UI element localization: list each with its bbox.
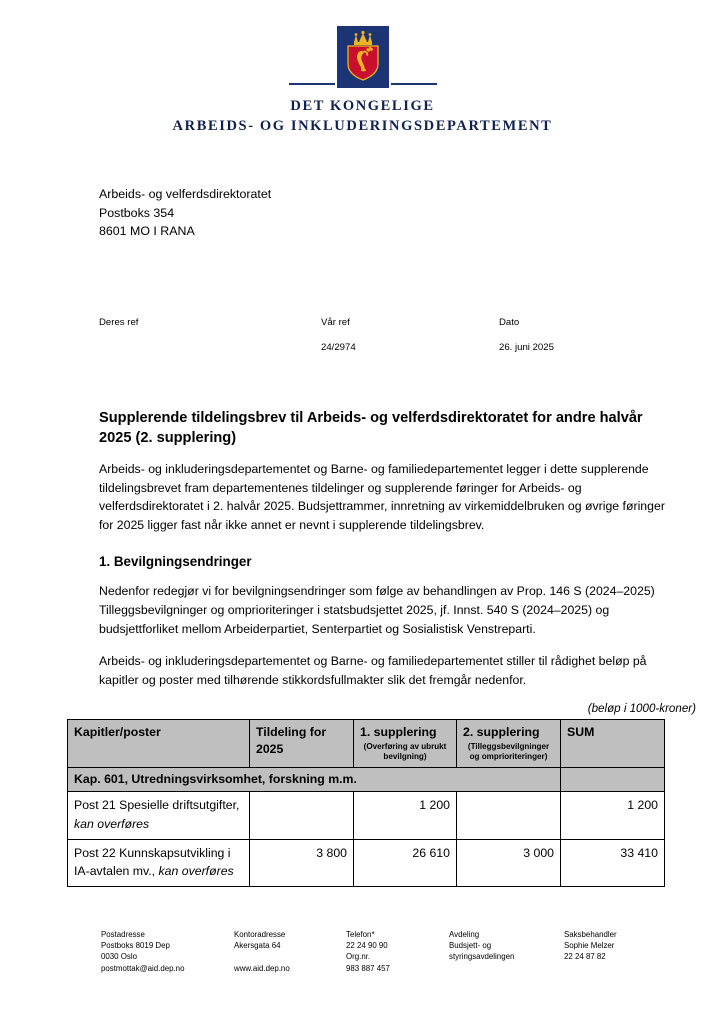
letterhead-line-1: DET KONGELIGE — [290, 98, 435, 114]
footer-avdeling-line-2: styringsavdelingen — [449, 952, 515, 962]
recipient-line-2: Postboks 354 — [99, 205, 175, 220]
deres-ref-label: Deres ref — [99, 317, 139, 328]
column-header-supplering-1 — [354, 720, 457, 768]
letterhead-line-2: ARBEIDS- OG INKLUDERINGSDEPARTEMENT — [172, 118, 553, 134]
row-label-post-22 — [68, 839, 250, 886]
column-header-sum — [561, 720, 665, 768]
dato-value: 26. juni 2025 — [499, 342, 554, 353]
footer-saksbehandler-heading: Saksbehandler — [564, 930, 617, 939]
footer-kontoradresse-heading: Kontoradresse — [234, 930, 286, 939]
row-label-post-21 — [68, 792, 250, 839]
document-body — [74, 409, 696, 887]
column-header-supplering-1-label: 1. supplering — [360, 725, 437, 740]
column-header-kapitler-poster-label: Kapitler/poster — [74, 725, 161, 740]
letterhead — [0, 0, 725, 135]
footer-telefon-number: 22 24 90 90 — [346, 941, 388, 951]
cell-supplering-1-post-21: 1 200 — [354, 792, 457, 839]
footer-column-telefon — [346, 929, 390, 974]
column-header-supplering-2-sublabel: (Tilleggsbevilgninger og omprioriteringer) — [467, 741, 550, 761]
footer-avdeling-line-1: Budsjett- og — [449, 941, 492, 951]
footer-kontoradresse-line-1: Akersgata 64 — [234, 941, 281, 951]
footer-column-postadresse — [101, 929, 184, 974]
cell-tildeling-post-22: 3 800 — [250, 839, 354, 886]
section-1-heading: 1. Bevilgningsendringer — [99, 554, 252, 570]
footer-column-avdeling — [449, 929, 514, 963]
footer-postadresse-heading: Postadresse — [101, 930, 145, 939]
footer-kontoradresse-spacer — [234, 951, 290, 962]
var-ref-cell — [321, 316, 356, 355]
footer-column-kontoradresse — [234, 929, 290, 974]
footer-postadresse-line-2: 0030 Oslo — [101, 952, 137, 962]
footer-saksbehandler-name: Sophie Melzer — [564, 941, 615, 951]
letterhead-rule-right — [391, 83, 437, 85]
row-label-post-22-emphasis: kan overføres — [158, 864, 234, 879]
deres-ref-cell — [99, 316, 138, 341]
table-row — [68, 792, 665, 839]
letterhead-rule-left — [289, 83, 335, 85]
cell-sum-post-21: 1 200 — [561, 792, 665, 839]
footer-kontoradresse-website[interactable]: www.aid.dep.no — [234, 963, 290, 973]
column-header-tildeling-2025 — [250, 720, 354, 768]
recipient-line-3: 8601 MO I RANA — [99, 224, 195, 238]
var-ref-value: 24/2974 — [321, 342, 356, 353]
column-header-sum-label: SUM — [567, 725, 595, 740]
footer-orgnr-value: 983 887 457 — [346, 963, 390, 973]
norwegian-coat-of-arms-icon — [337, 26, 389, 88]
var-ref-label: Vår ref — [321, 317, 350, 328]
amount-unit-note: (beløp i 1000-kroner) — [587, 702, 696, 716]
column-header-supplering-1-sublabel: (Overføring av ubrukt bevilgning) — [363, 741, 447, 761]
footer-saksbehandler-phone: 22 24 87 82 — [564, 952, 606, 962]
cell-sum-post-22: 33 410 — [561, 839, 665, 886]
recipient-line-1: Arbeids- og velferdsdirektoratet — [99, 187, 272, 201]
budget-table — [67, 719, 665, 886]
group-row-sum — [561, 768, 665, 792]
section-1-paragraph-2: Arbeids- og inkluderingsdepartementet og Barne- og familiedepartementet stiller til rådighet beløp på kapitler og poster med tilhørende stikkordsfullmakter slik det fremgår nedenfor. — [99, 654, 647, 687]
dato-label: Dato — [499, 317, 520, 328]
column-header-tildeling-2025-label: Tildeling for 2025 — [256, 725, 327, 756]
recipient-address-block — [99, 185, 271, 241]
footer-orgnr-heading: Org.nr. — [346, 952, 371, 962]
footer-telefon-heading: Telefon* — [346, 930, 375, 939]
column-header-supplering-2 — [457, 720, 561, 768]
table-row — [68, 768, 665, 792]
cell-supplering-1-post-22: 26 610 — [354, 839, 457, 886]
footer-postadresse-email[interactable]: postmottak@aid.dep.no — [101, 963, 185, 973]
footer-postadresse-line-1: Postboks 8019 Dep — [101, 941, 170, 951]
table-header-row — [68, 720, 665, 768]
column-header-kapitler-poster — [68, 720, 250, 768]
footer-column-saksbehandler — [564, 929, 617, 963]
intro-paragraph: Arbeids- og inkluderingsdepartementet og Barne- og familiedepartementet legger i dette supplerende tildelingsbrevet fram departementenes tildelinger og supplerende føringer for Arbeids- og velferdsdirektoratet i 2. halvår 2025. Budsjettrammer, innretning av virkemiddelbruken og øvrige føringer for 2025 ligger fast når ikke annet er nevnt i supplerende tildelingsbrev. — [99, 462, 665, 532]
table-row — [68, 839, 665, 886]
section-1-paragraph-1: Nedenfor redegjør vi for bevilgningsendringer som følge av behandlingen av Prop. 146 S (2024–2025) Tilleggsbevilgninger og omprioriteringer i statsbudsjettet 2025, jf. Innst. 540 S (2024–2025) og budsjettforliket mellom Arbeiderpartiet, Senterpartiet og Sosialistisk Venstreparti. — [99, 584, 655, 636]
cell-supplering-2-post-21 — [457, 792, 561, 839]
footer-avdeling-heading: Avdeling — [449, 930, 480, 939]
cell-supplering-2-post-22: 3 000 — [457, 839, 561, 886]
dato-cell — [499, 316, 554, 355]
group-row-label: Kap. 601, Utredningsvirksomhet, forskning m.m. — [68, 768, 561, 792]
page-title: Supplerende tildelingsbrev til Arbeids- og velferdsdirektoratet for andre halvår 2025 (2. supplering) — [99, 410, 643, 446]
column-header-supplering-2-label: 2. supplering — [463, 725, 540, 740]
row-label-post-21-emphasis: kan overføres — [74, 816, 150, 831]
cell-tildeling-post-21 — [250, 792, 354, 839]
row-label-post-22-text: Post 22 Kunnskapsutvikling i IA-avtalen mv., — [74, 845, 231, 879]
row-label-post-21-text: Post 21 Spesielle driftsutgifter, — [74, 798, 240, 813]
